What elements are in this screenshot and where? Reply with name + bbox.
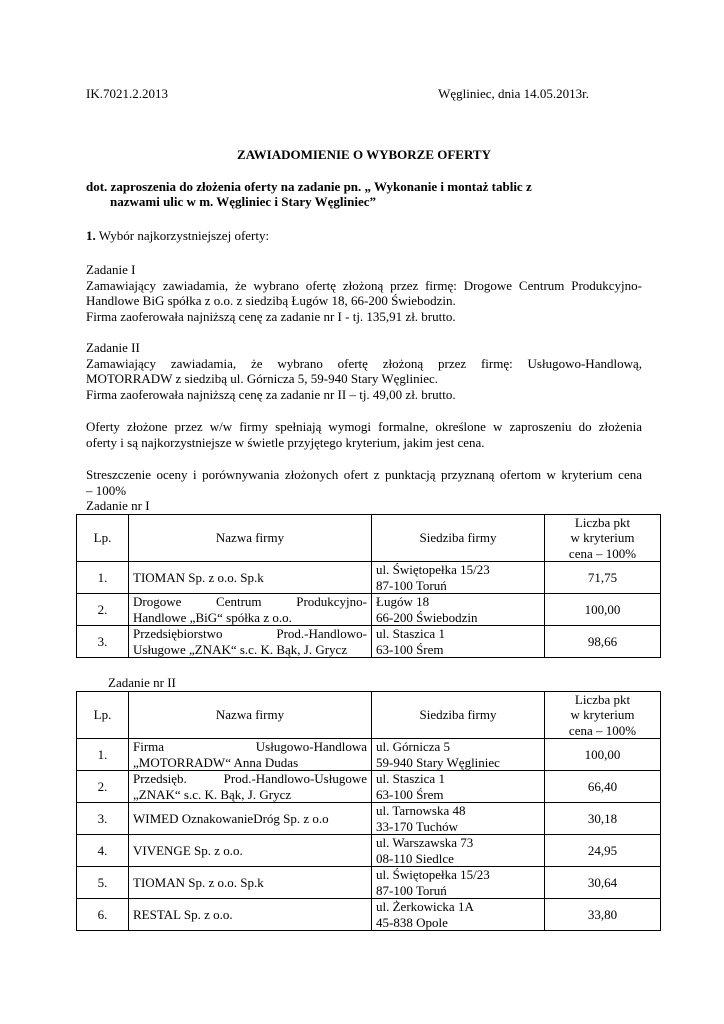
cell-lp: 4. xyxy=(77,835,129,867)
reference-number: IK.7021.2.2013 xyxy=(86,86,168,101)
seat-line-1: ul. Staszica 1 xyxy=(376,771,445,786)
table-row xyxy=(77,899,661,931)
seat-line-1: ul. Świętopełka 15/23 xyxy=(376,867,490,882)
cell-lp: 1. xyxy=(77,562,129,594)
header-points xyxy=(545,691,661,739)
table-zadanie-2 xyxy=(76,691,661,932)
header-seat: Siedziba firmy xyxy=(372,514,545,562)
cell-seat xyxy=(372,626,545,658)
cell-points: 71,75 xyxy=(545,562,661,594)
cell-lp: 5. xyxy=(77,867,129,899)
table-header-row xyxy=(77,691,661,739)
seat-line-1: ul. Staszica 1 xyxy=(376,626,445,641)
cell-firm xyxy=(129,594,372,626)
cell-firm: WIMED OznakowanieDróg Sp. z o.o xyxy=(129,803,372,835)
subject xyxy=(86,179,642,210)
document-page xyxy=(86,86,642,931)
zadanie-2-heading: Zadanie II xyxy=(86,340,140,355)
seat-line-2: 87-100 Toruń xyxy=(376,882,447,898)
table-header-row xyxy=(77,514,661,562)
header-firm: Nazwa firmy xyxy=(129,691,372,739)
seat-line-2: 08-110 Siedlce xyxy=(376,850,454,866)
cell-points: 24,95 xyxy=(545,835,661,867)
place-and-date: Węgliniec, dnia 14.05.2013r. xyxy=(438,86,589,101)
table-zadanie-1 xyxy=(76,514,661,659)
cell-firm: RESTAL Sp. z o.o. xyxy=(129,899,372,931)
table-row xyxy=(77,867,661,899)
cell-seat xyxy=(372,803,545,835)
table-row xyxy=(77,835,661,867)
cell-seat xyxy=(372,739,545,771)
cell-seat xyxy=(372,562,545,594)
cell-firm: TIOMAN Sp. z o.o. Sp.k xyxy=(129,867,372,899)
header-lp: Lp. xyxy=(77,691,129,739)
header-seat: Siedziba firmy xyxy=(372,691,545,739)
header-lp: Lp. xyxy=(77,514,129,562)
table-row xyxy=(77,626,661,658)
firm-line-2: Handlowe „BiG“ spółka z o.o. xyxy=(133,609,292,625)
seat-line-1: ul. Żerkowicka 1A xyxy=(376,899,474,914)
cell-seat xyxy=(372,771,545,803)
header-points-line-1: Liczba pkt xyxy=(574,514,631,530)
firm-line-2: „ZNAK“ s.c. K. Bąk, J. Grycz xyxy=(133,786,292,802)
header-points-line-2: w kryterium xyxy=(570,707,635,722)
cell-seat xyxy=(372,867,545,899)
cell-points: 33,80 xyxy=(545,899,661,931)
seat-line-2: 45-838 Opole xyxy=(376,914,448,930)
cell-lp: 3. xyxy=(77,803,129,835)
header-points-line-3: cena – 100% xyxy=(568,722,637,738)
cell-firm: TIOMAN Sp. z o.o. Sp.k xyxy=(129,562,372,594)
seat-line-2: 63-100 Śrem xyxy=(376,641,444,657)
header-points-line-2: w kryterium xyxy=(570,530,635,545)
table-row xyxy=(77,562,661,594)
cell-points: 100,00 xyxy=(545,739,661,771)
zadanie-2-line-1: Zamawiający zawiadamia, że wybrano ofertę złożoną przez firmę: Usługowo-Handlową, xyxy=(86,355,642,371)
seat-line-2: 66-200 Świebodzin xyxy=(376,609,478,625)
cell-points: 30,64 xyxy=(545,867,661,899)
seat-line-1: Ługów 18 xyxy=(376,594,430,609)
section-1-label: Wybór najkorzystniejszej oferty: xyxy=(98,227,270,243)
cell-firm xyxy=(129,626,372,658)
header-firm: Nazwa firmy xyxy=(129,514,372,562)
zadanie-1-line-2: Handlowe BiG spółka z o.o. z siedzibą Ługów 18, 66-200 Świebodzin. xyxy=(86,293,456,308)
seat-line-2: 59-940 Stary Węgliniec xyxy=(376,754,500,770)
table-row xyxy=(77,739,661,771)
zadanie-1-heading: Zadanie I xyxy=(86,262,136,277)
cell-firm xyxy=(129,739,372,771)
cell-firm xyxy=(129,771,372,803)
table-2-label: Zadanie nr II xyxy=(108,675,176,690)
zadanie-1-line-3: Firma zaoferowała najniższą cenę za zadanie nr I - tj. 135,91 zł. brutto. xyxy=(86,308,456,324)
summary xyxy=(86,467,642,514)
seat-line-2: 33-170 Tuchów xyxy=(376,818,458,834)
summary-line-2: – 100% xyxy=(86,482,127,498)
cell-lp: 1. xyxy=(77,739,129,771)
seat-line-1: ul. Świętopełka 15/23 xyxy=(376,562,490,577)
offers-note-line-1: Oferty złożone przez w/w firmy spełniają wymogi formalne, określone w zaproszeniu do złożenia xyxy=(86,419,642,434)
firm-line-1: Przedsięb. Prod.-Handlowo-Usługowe xyxy=(133,771,367,786)
seat-line-1: ul. Górnicza 5 xyxy=(376,739,451,754)
table-1-label: Zadanie nr I xyxy=(86,498,150,513)
cell-lp: 6. xyxy=(77,899,129,931)
table-row xyxy=(77,771,661,803)
cell-points: 30,18 xyxy=(545,803,661,835)
header-points-line-3: cena – 100% xyxy=(568,545,637,561)
zadanie-2-line-2: MOTORRADW z siedzibą ul. Górnicza 5, 59-940 Stary Węgliniec. xyxy=(86,371,439,386)
section-1-number: 1. xyxy=(86,227,96,243)
cell-lp: 2. xyxy=(77,771,129,803)
summary-line-1: Streszczenie oceny i porównywania złożonych ofert z punktacją przyznaną ofertom w kryterium cena xyxy=(86,467,642,482)
document-title: ZAWIADOMIENIE O WYBORZE OFERTY xyxy=(237,147,491,162)
offers-note-line-2: oferty i są najkorzystniejsze w świetle przyjętego kryterium, jakim jest cena. xyxy=(86,434,485,450)
cell-points: 66,40 xyxy=(545,771,661,803)
offers-note xyxy=(86,419,642,450)
cell-points: 100,00 xyxy=(545,594,661,626)
cell-seat xyxy=(372,594,545,626)
firm-line-1: Firma Usługowo-Handlowa xyxy=(133,739,367,754)
header-points-line-1: Liczba pkt xyxy=(574,691,631,707)
zadanie-1-line-1: Zamawiający zawiadamia, że wybrano ofertę złożoną przez firmę: Drogowe Centrum Produkcyjno- xyxy=(86,277,642,293)
subject-line-1: dot. zaproszenia do złożenia oferty na zadanie pn. „ Wykonanie i montaż tablic z xyxy=(86,178,532,194)
firm-line-2: Usługowe „ZNAK“ s.c. K. Bąk, J. Grycz xyxy=(133,641,348,657)
subject-line-2: nazwami ulic w m. Węgliniec i Stary Węgliniec” xyxy=(110,194,376,209)
table-row xyxy=(77,594,661,626)
seat-line-1: ul. Warszawska 73 xyxy=(376,835,474,850)
zadanie-2-block xyxy=(86,340,642,402)
cell-seat xyxy=(372,835,545,867)
seat-line-2: 63-100 Śrem xyxy=(376,786,444,802)
cell-lp: 3. xyxy=(77,626,129,658)
header-points xyxy=(545,514,661,562)
seat-line-2: 87-100 Toruń xyxy=(376,577,447,593)
firm-line-1: Drogowe Centrum Produkcyjno- xyxy=(133,594,367,609)
firm-line-2: „MOTORRADW“ Anna Dudas xyxy=(133,754,299,770)
cell-lp: 2. xyxy=(77,594,129,626)
seat-line-1: ul. Tarnowska 48 xyxy=(376,803,466,818)
document-header xyxy=(86,86,642,102)
cell-points: 98,66 xyxy=(545,626,661,658)
cell-seat xyxy=(372,899,545,931)
firm-line-1: Przedsiębiorstwo Prod.-Handlowo- xyxy=(133,626,367,641)
zadanie-2-line-3: Firma zaoferowała najniższą cenę za zadanie nr II – tj. 49,00 zł. brutto. xyxy=(86,386,456,402)
zadanie-1-block xyxy=(86,262,642,324)
section-1 xyxy=(86,228,642,244)
table-row xyxy=(77,803,661,835)
cell-firm: VIVENGE Sp. z o.o. xyxy=(129,835,372,867)
